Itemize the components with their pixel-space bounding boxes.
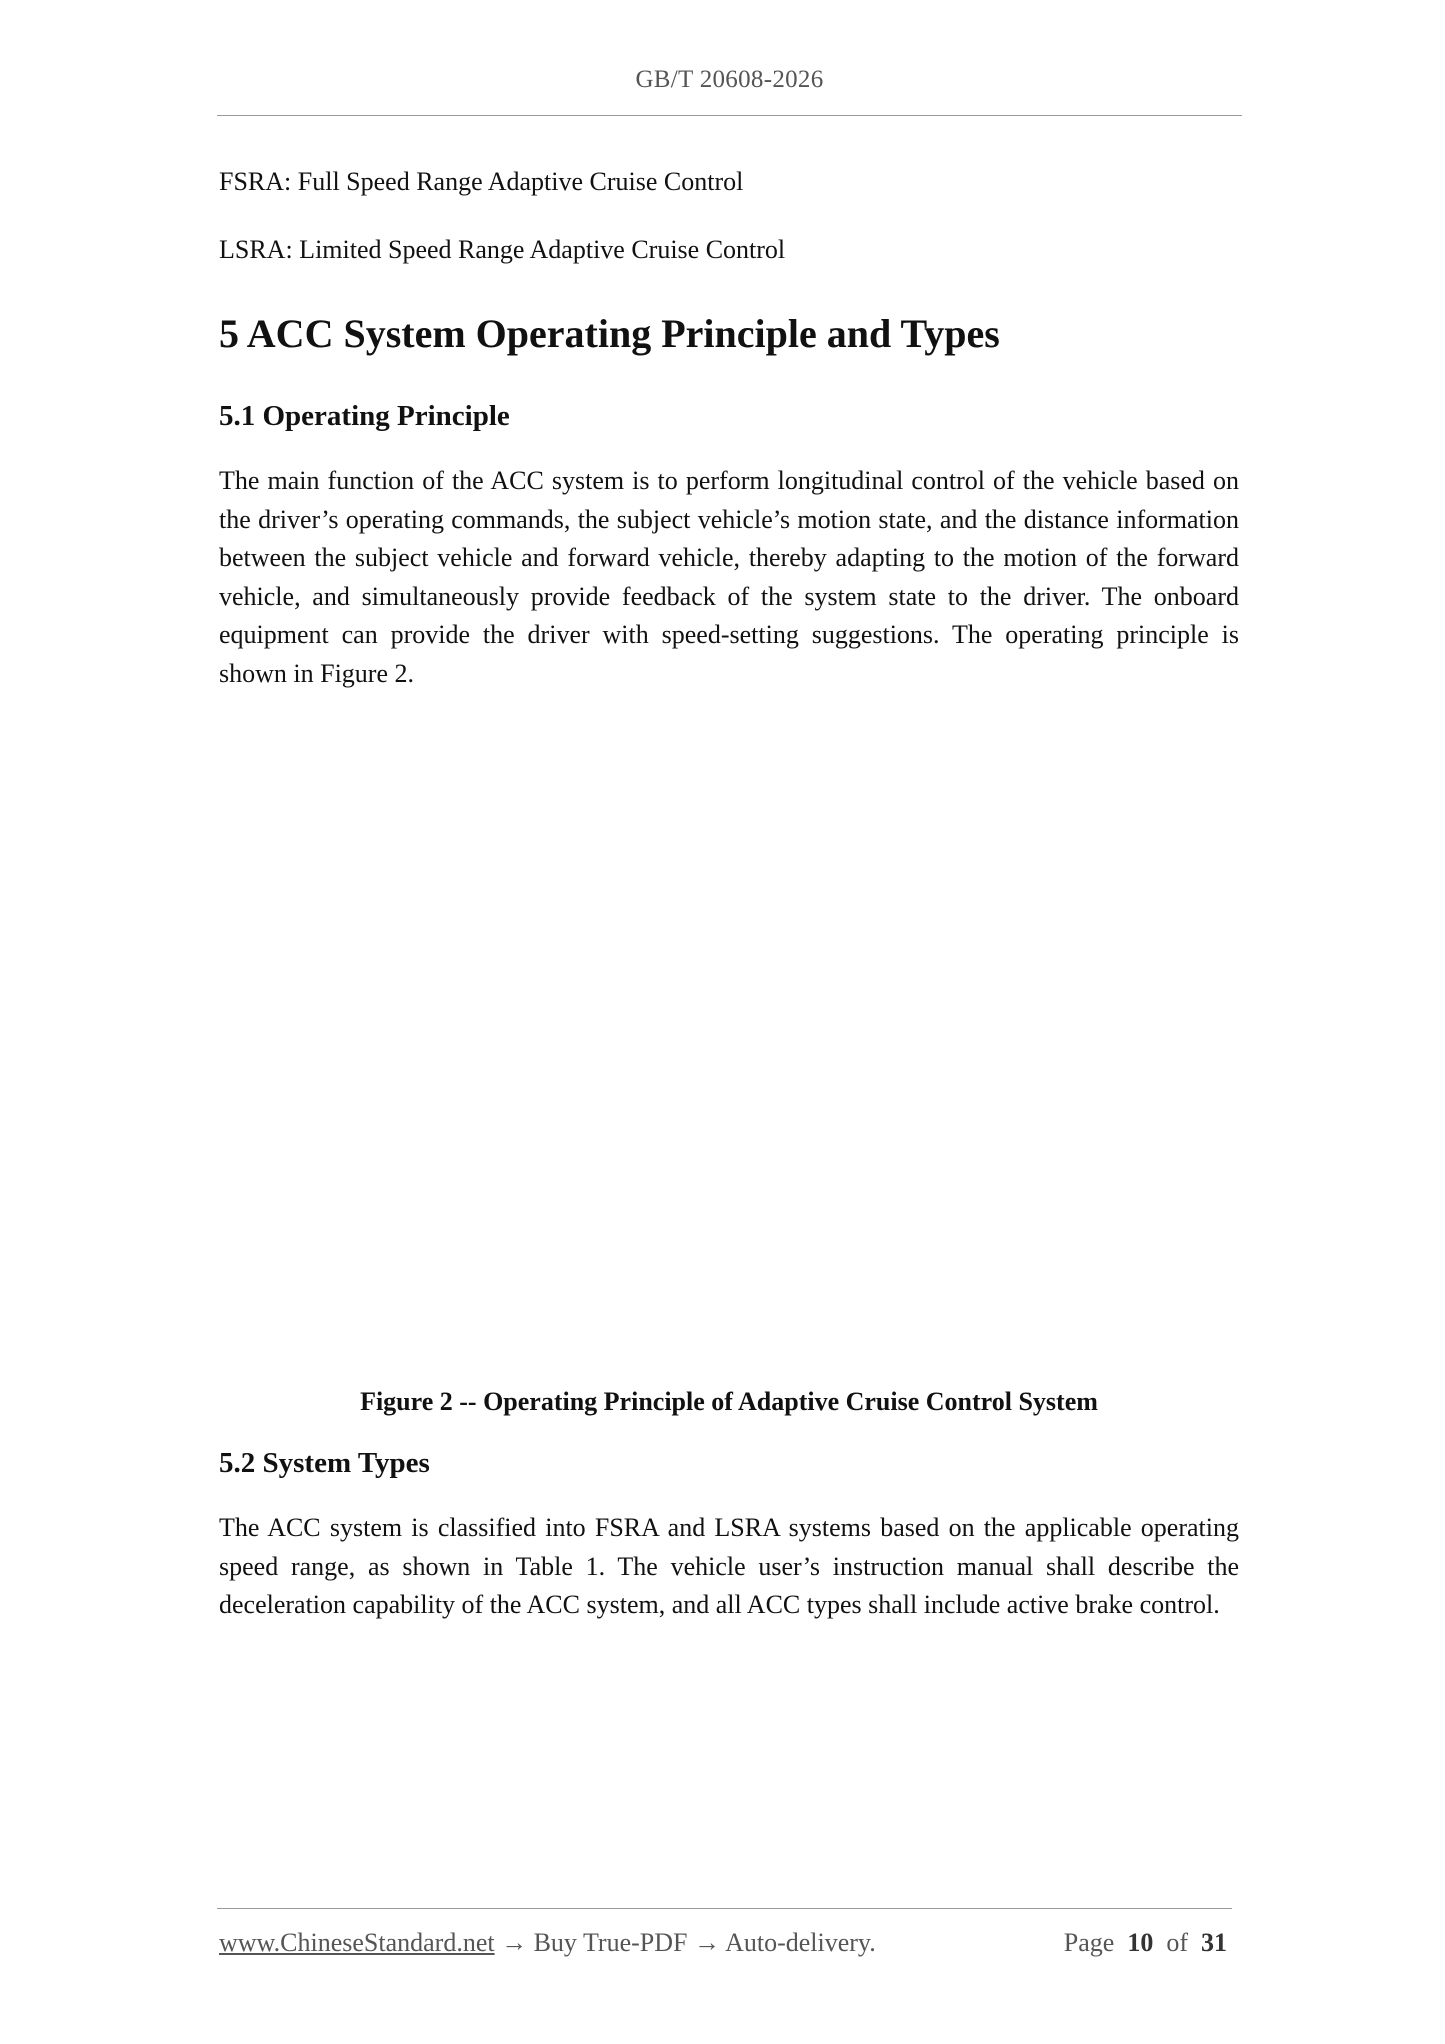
page-indicator xyxy=(1064,1926,1227,1960)
section-5-1-heading: 5.1 Operating Principle xyxy=(219,400,510,432)
abbreviation-fsra: FSRA: Full Speed Range Adaptive Cruise Control xyxy=(219,167,744,196)
page-footer xyxy=(219,1926,1227,1960)
arrow-right-icon: → xyxy=(501,1928,528,1957)
auto-delivery-text: Auto-delivery. xyxy=(725,1928,876,1957)
figure-2-placeholder xyxy=(219,693,1239,1385)
arrow-right-icon: → xyxy=(694,1928,720,1957)
footer-left xyxy=(219,1926,876,1960)
footer-divider xyxy=(217,1908,1232,1909)
page-content xyxy=(219,160,1239,1625)
section-5-2-heading: 5.2 System Types xyxy=(219,1447,430,1479)
page-of-label: of xyxy=(1166,1928,1188,1957)
chinesestandard-link[interactable]: www.ChineseStandard.net xyxy=(219,1928,495,1957)
page-label: Page xyxy=(1063,1928,1115,1957)
buy-true-pdf-text: Buy True-PDF xyxy=(533,1928,688,1957)
figure-2-caption: Figure 2 -- Operating Principle of Adaptive Cruise Control System xyxy=(360,1387,1098,1416)
abbreviation-lsra: LSRA: Limited Speed Range Adaptive Cruise Control xyxy=(219,235,786,264)
section-5-2-paragraph: The ACC system is classified into FSRA and LSRA systems based on the applicable operating speed range, as shown in Table 1. The vehicle user’s instruction manual shall describe the deceleration capability of the ACC system, and all ACC types shall include active brake control. xyxy=(219,1513,1239,1619)
document-number-header: GB/T 20608-2026 xyxy=(635,66,824,93)
header-divider xyxy=(217,115,1242,116)
total-page-number: 31 xyxy=(1201,1928,1227,1957)
section-5-heading: 5 ACC System Operating Principle and Types xyxy=(219,311,1000,356)
section-5-1-paragraph: The main function of the ACC system is to perform longitudinal control of the vehicle based on the driver’s operating commands, the subject vehicle’s motion state, and the distance information between the subject vehicle and forward vehicle, thereby adapting to the motion of the forward vehicle, and simultaneously provide feedback of the system state to the driver. The onboard equipment can provide the driver with speed-setting suggestions. The operating principle is shown in Figure 2. xyxy=(219,466,1239,688)
current-page-number: 10 xyxy=(1127,1928,1154,1957)
